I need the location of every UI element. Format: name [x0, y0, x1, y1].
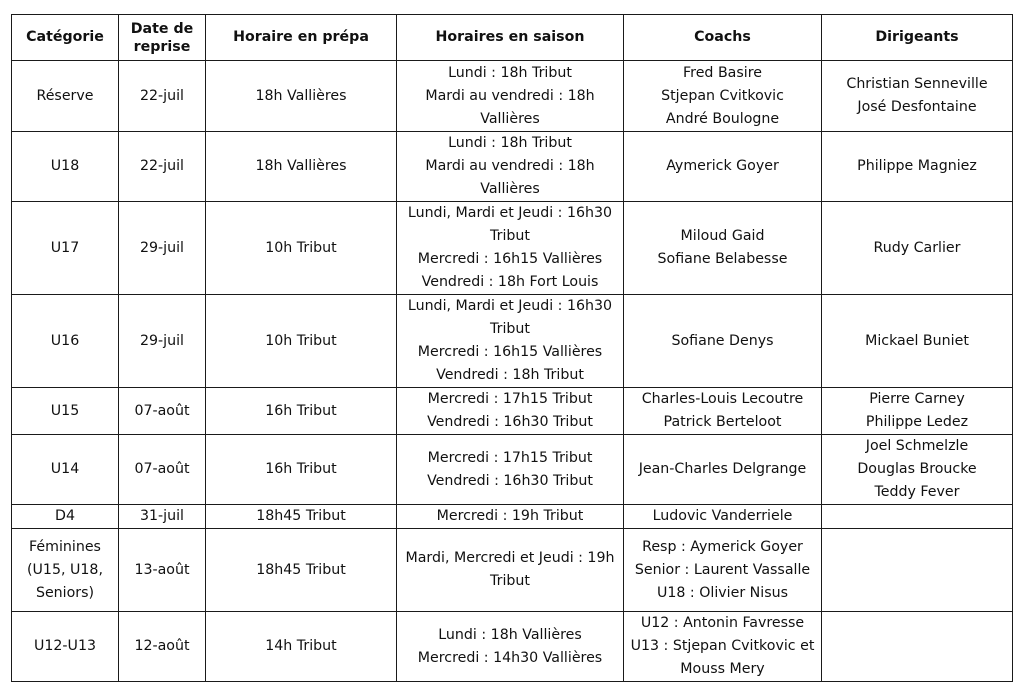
horaires-saison-cell — [397, 529, 624, 612]
coachs-cell-line: Miloud Gaid — [680, 228, 765, 244]
horaire-prepa-cell: 18h Vallières — [206, 132, 397, 202]
coachs-cell-line: Stjepan Cvitkovic — [661, 87, 784, 104]
dirigeants-cell — [822, 202, 1013, 295]
header-horaires-saison: Horaires en saison — [397, 15, 624, 61]
date-reprise-cell: 31-juil — [119, 505, 206, 529]
coachs-cell-line: U13 : Stjepan Cvitkovic et Mouss Mery — [630, 638, 815, 677]
coachs-cell-line: U12 : Antonin Favresse — [640, 615, 805, 631]
dirigeants-cell — [822, 295, 1013, 388]
horaire-prepa-cell: 18h45 Tribut — [206, 529, 397, 612]
horaires-saison-cell-line: Vendredi : 18h Tribut — [436, 367, 584, 383]
categorie-cell-line: U12-U13 — [34, 638, 96, 654]
categorie-cell-line: U18 — [50, 158, 80, 174]
schedule-table — [11, 14, 1013, 682]
horaire-prepa-cell: 16h Tribut — [206, 388, 397, 435]
horaires-saison-cell — [397, 61, 624, 132]
dirigeants-cell-line: Philippe Ledez — [865, 414, 969, 430]
date-reprise-cell: 12-août — [119, 612, 206, 682]
date-reprise-cell: 07-août — [119, 388, 206, 435]
dirigeants-cell-line: Douglas Broucke — [857, 461, 977, 477]
dirigeants-cell — [822, 435, 1013, 505]
categorie-cell — [12, 388, 119, 435]
date-reprise-cell: 13-août — [119, 529, 206, 612]
categorie-cell — [12, 529, 119, 612]
horaires-saison-cell-line: Vendredi : 16h30 Tribut — [427, 472, 593, 489]
categorie-cell — [12, 295, 119, 388]
horaire-prepa-cell: 10h Tribut — [206, 295, 397, 388]
dirigeants-cell-line: Pierre Carney — [869, 391, 965, 407]
categorie-cell-line: Réserve — [36, 87, 94, 104]
coachs-cell-line: U18 : Olivier Nisus — [656, 584, 789, 601]
horaires-saison-cell-line: Mercredi : 16h15 Vallières — [417, 344, 603, 360]
coachs-cell-line: Sofiane Denys — [671, 332, 774, 349]
table-row — [12, 202, 1013, 295]
coachs-cell — [624, 612, 822, 682]
dirigeants-cell — [822, 529, 1013, 612]
dirigeants-cell-line: Philippe Magniez — [857, 158, 977, 174]
categorie-cell-line: (U15, U18, — [27, 561, 103, 578]
table-row — [12, 295, 1013, 388]
horaire-prepa-cell: 16h Tribut — [206, 435, 397, 505]
categorie-cell — [12, 61, 119, 132]
date-reprise-cell: 29-juil — [119, 295, 206, 388]
horaires-saison-cell-line: Lundi, Mardi et Jeudi : 16h30 Tribut — [407, 205, 613, 244]
dirigeants-cell — [822, 61, 1013, 132]
dirigeants-cell-line: Christian Senneville — [846, 76, 988, 92]
horaire-prepa-cell: 18h Vallières — [206, 61, 397, 132]
horaires-saison-cell — [397, 295, 624, 388]
header-date-reprise: Date de reprise — [119, 15, 206, 61]
header-row — [12, 15, 1013, 61]
date-reprise-cell: 22-juil — [119, 61, 206, 132]
horaires-saison-cell-line: Mercredi : 16h15 Vallières — [417, 251, 603, 267]
coachs-cell-line: Sofiane Belabesse — [657, 251, 788, 267]
categorie-cell-line: D4 — [55, 508, 75, 524]
horaire-prepa-cell: 10h Tribut — [206, 202, 397, 295]
coachs-cell-line: André Boulogne — [665, 110, 780, 127]
categorie-cell — [12, 132, 119, 202]
horaires-saison-cell-line: Mercredi : 19h Tribut — [436, 508, 584, 524]
date-reprise-cell: 07-août — [119, 435, 206, 505]
horaires-saison-cell-line: Mercredi : 17h15 Tribut — [427, 449, 593, 466]
header-categorie: Catégorie — [12, 15, 119, 61]
categorie-cell — [12, 612, 119, 682]
coachs-cell — [624, 435, 822, 505]
header-dirigeants: Dirigeants — [822, 15, 1013, 61]
horaires-saison-cell-line: Vendredi : 18h Fort Louis — [421, 274, 599, 290]
coachs-cell — [624, 295, 822, 388]
categorie-cell — [12, 202, 119, 295]
table-row — [12, 132, 1013, 202]
categorie-cell — [12, 505, 119, 529]
horaires-saison-cell — [397, 388, 624, 435]
table-row — [12, 61, 1013, 132]
horaires-saison-cell-line: Lundi, Mardi et Jeudi : 16h30 Tribut — [407, 298, 613, 337]
dirigeants-cell-line: Rudy Carlier — [873, 239, 961, 256]
horaires-saison-cell-line: Mercredi : 17h15 Tribut — [427, 391, 593, 407]
table-row — [12, 435, 1013, 505]
categorie-cell-line: Féminines — [29, 538, 101, 555]
coachs-cell-line: Fred Basire — [683, 64, 762, 81]
coachs-cell-line: Jean-Charles Delgrange — [638, 461, 807, 477]
horaires-saison-cell-line: Mardi au vendredi : 18h Vallières — [425, 87, 595, 127]
coachs-cell — [624, 202, 822, 295]
coachs-cell — [624, 61, 822, 132]
coachs-cell-line: Charles-Louis Lecoutre — [641, 391, 804, 407]
coachs-cell — [624, 529, 822, 612]
coachs-cell-line: Senior : Laurent Vassalle — [634, 561, 811, 578]
dirigeants-cell — [822, 388, 1013, 435]
horaires-saison-cell-line: Lundi : 18h Tribut — [448, 135, 572, 151]
categorie-cell-line: U16 — [50, 332, 80, 349]
header-coachs: Coachs — [624, 15, 822, 61]
coachs-cell-line: Resp : Aymerick Goyer — [642, 538, 803, 555]
horaires-saison-cell — [397, 612, 624, 682]
date-reprise-cell: 29-juil — [119, 202, 206, 295]
header-horaire-prepa: Horaire en prépa — [206, 15, 397, 61]
dirigeants-cell-line: Mickael Buniet — [865, 332, 969, 349]
horaires-saison-cell — [397, 132, 624, 202]
dirigeants-cell-line: Teddy Fever — [874, 484, 960, 500]
horaires-saison-cell — [397, 202, 624, 295]
categorie-cell-line: Seniors) — [35, 584, 95, 601]
horaires-saison-cell — [397, 435, 624, 505]
dirigeants-cell — [822, 132, 1013, 202]
coachs-cell-line: Patrick Berteloot — [663, 414, 782, 430]
categorie-cell — [12, 435, 119, 505]
categorie-cell-line: U15 — [50, 402, 80, 419]
table-row — [12, 529, 1013, 612]
categorie-cell-line: U14 — [50, 461, 80, 477]
coachs-cell-line: Aymerick Goyer — [666, 158, 779, 174]
horaires-saison-cell-line: Mercredi : 14h30 Vallières — [417, 649, 603, 666]
date-reprise-cell: 22-juil — [119, 132, 206, 202]
coachs-cell — [624, 132, 822, 202]
table-row — [12, 388, 1013, 435]
dirigeants-cell-line: José Desfontaine — [857, 99, 977, 115]
horaires-saison-cell — [397, 505, 624, 529]
dirigeants-cell — [822, 612, 1013, 682]
categorie-cell-line: U17 — [50, 239, 80, 256]
horaires-saison-cell-line: Mardi au vendredi : 18h Vallières — [425, 158, 595, 197]
dirigeants-cell-line: Joel Schmelzle — [865, 438, 969, 454]
horaires-saison-cell-line: Lundi : 18h Vallières — [438, 626, 582, 643]
table-row — [12, 505, 1013, 529]
horaire-prepa-cell: 18h45 Tribut — [206, 505, 397, 529]
coachs-cell — [624, 388, 822, 435]
table-row — [12, 612, 1013, 682]
horaires-saison-cell-line: Lundi : 18h Tribut — [448, 64, 572, 81]
dirigeants-cell — [822, 505, 1013, 529]
horaires-saison-cell-line: Mardi, Mercredi et Jeudi : 19h Tribut — [405, 550, 615, 589]
coachs-cell-line: Ludovic Vanderriele — [652, 508, 793, 524]
horaire-prepa-cell: 14h Tribut — [206, 612, 397, 682]
horaires-saison-cell-line: Vendredi : 16h30 Tribut — [427, 414, 593, 430]
coachs-cell — [624, 505, 822, 529]
